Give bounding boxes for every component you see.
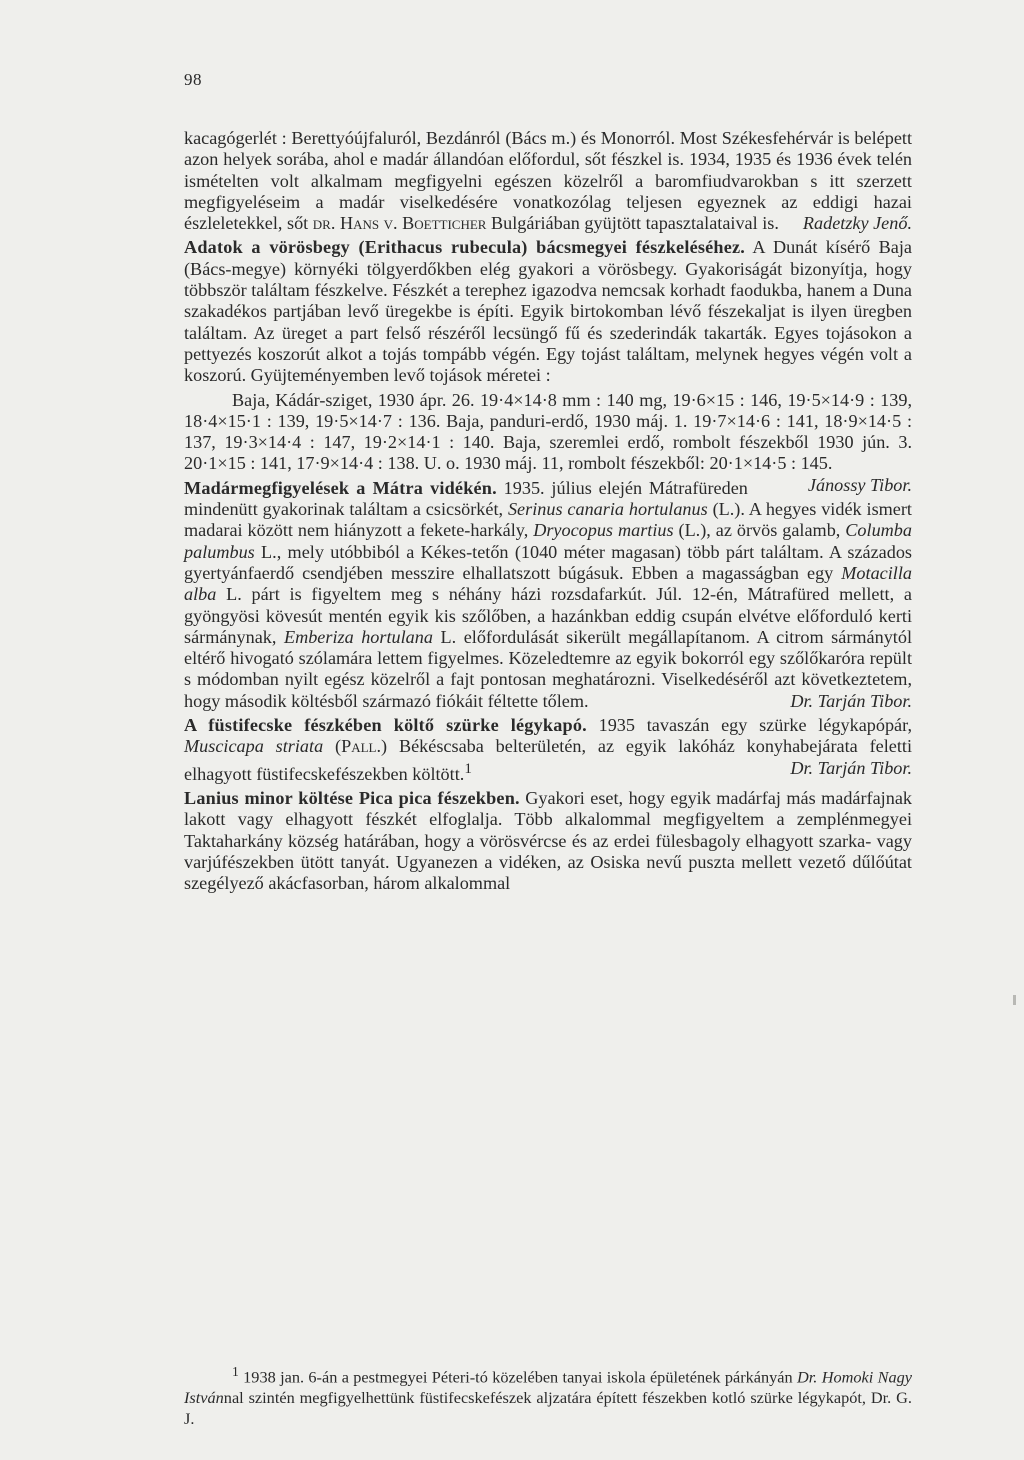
article-text: L., mely utóbbiból a Kékes-tetőn (1040 méter magasan) több párt találtam. A százados gyertyánfaerdő csendjében messzire elhallatszott búgásuk. Ebben a magasságban egy <box>184 541 912 583</box>
article-text: (L.), az örvös galamb, <box>673 520 846 541</box>
author-signature: Radetzky Jenő. <box>802 213 912 234</box>
person-name: Dr. Homoki Nagy István <box>184 1367 912 1408</box>
species-name: Emberiza hortulana <box>283 626 433 647</box>
article-vorosbegy <box>184 237 912 386</box>
author-signature: Jánossy Tibor. <box>807 474 912 495</box>
article-text: L. előfordulását sikerült megállapítanom. A citrom sármánytól eltérő hivogató szólamára lettem figyelmes. Közeledtemre az egyik bokorról egy szőlőkaróra repült s módomban nyilt egész közelről a fajt pontosan meghatározni. Viselkedéséről azt következtetem, hogy második költésből származó fiókáit féltette tőlem. <box>184 626 912 711</box>
article-text: 1935 tavaszán egy szürke légykapópár, <box>586 715 912 736</box>
footnote <box>184 1362 912 1429</box>
species-name: Dryocopus martius <box>533 520 674 541</box>
article-text: A Dunát kísérő Baja (Bács-megye) környéki tölgyerdőkben elég gyakori a vörösbegy. Gyakoriságát bizonyítja, hogy többször találtam fészkelve. Fészkét a terephez igazodva nemcsak korhadt faodukba, hanem a Duna szakadékos partjában levő üregekbe is építi. Egyik birtokomban lévő fészekaljat is ilyen üregben találtam. Az üreget a part felső részéről lecsüngő fű és szederindák takarták. Egyes tojásokon a pettyezés koszorút alkot a tojás tompább végén. Egy tojást találtam, melynek hegyes végén volt a koszorú. Gyüjteményemben levő tojások méretei : <box>184 237 912 386</box>
article-lanius <box>184 788 912 894</box>
species-name: Motacilla alba <box>184 562 912 605</box>
page-body <box>184 128 912 897</box>
article-matra <box>184 478 912 712</box>
article-text: ( <box>323 736 342 757</box>
article-text: ) Békéscsaba belterületén, az egyik lakóház konyhabejárata feletti elhagyott füstifecskefészekben költött. <box>184 736 912 784</box>
species-name: Muscicapa striata <box>184 736 324 757</box>
margin-mark <box>1013 995 1016 1005</box>
article-heading: Lanius minor költése Pica pica fészekben. <box>184 787 520 808</box>
title-abbreviation: dr. <box>312 213 336 234</box>
author-abbreviation: Pall. <box>341 736 382 757</box>
footnote-mark: 1 <box>232 1364 239 1379</box>
page-number: 98 <box>184 70 202 89</box>
article-text: 1935. július elején Mátrafüreden mindenütt gyakorinak találtam a csicsörkét, <box>184 477 748 520</box>
article-heading: A füstifecske fészkében költő szürke légykapó. <box>184 715 587 736</box>
footnote-text: 1938 jan. 6-án a pestmegyei Péteri-tó közelében tanyai iskola épületének párkányán <box>238 1367 797 1387</box>
author-signature: Dr. Tarján Tibor. <box>790 690 912 711</box>
article-heading: Madármegfigyelések a Mátra vidékén. <box>184 477 497 498</box>
article-text: Gyakori eset, hogy egyik madárfaj más madárfajnak lakott vagy elhagyott fészkét elfoglalja. Több alkalommal megfigyeltem a zemplénmegyei Taktaharkány község határában, hogy a vörösvércse és az erdei fülesbagoly elhagyott szarka- vagy varjúfészekben ütött tanyát. Ugyanezen a vidéken, az Osiska nevű puszta mellett vezető dűlőútat szegélyező akácfasorban, három alkalommal <box>184 787 912 894</box>
paragraph-kacagogerle <box>184 128 912 234</box>
species-name: Columba palumbus <box>184 520 912 562</box>
paragraph-text: kacagógerlét : Berettyóújfaluról, Bezdánról (Bács m.) és Monorról. Most Székesfehérvár is belépett azon helyek sorába, ahol e madár állandóan előfordul, sőt fészkel is. 1934, 1935 és 1936 évek telén ismételten volt alkalmam megfigyelni egészen közelről a baromfiudvarokban s itt szerzett megfigyeléseim a madár viselkedésére vonatkozólag teljesen egyeznek az eddigi hazai észleletekkel, sőt <box>184 128 912 234</box>
paragraph-text: Bulgáriában gyüjtött tapasztalataival is. <box>486 213 779 234</box>
footnotes <box>184 1362 912 1429</box>
footnote-text: nal szintén megfigyelhettünk füstifecskefészek aljzatára épített fészekben kotló szürke légykapót, Dr. G. J. <box>184 1388 912 1428</box>
article-text: L. párt is figyeltem meg s néhány házi rozsdafarkút. Júl. 12-én, Mátrafüred mellett, a gyöngyösi kövesút mentén egyik kis szőlőben, a hazánkban eddig csupán elvétve előforduló kerti sármánynak, <box>184 584 912 647</box>
article-heading: Adatok a vörösbegy (Erithacus rubecula) bácsmegyei fészkeléséhez. <box>184 237 746 258</box>
author-signature: Dr. Tarján Tibor. <box>790 757 912 778</box>
article-text: (L.). A hegyes vidék ismert madarai között nem hiányzott a fekete-harkály, <box>184 499 912 541</box>
article-fustifecske <box>184 715 912 785</box>
species-name: Serinus canaria hortulanus <box>507 499 708 520</box>
measurement-text: Baja, Kádár-sziget, 1930 ápr. 26. 19·4×14·8 mm : 140 mg, 19·6×15 : 146, 19·5×14·9 : 139, 18·4×15·1 : 139, 19·5×14·7 : 136. Baja, panduri-erdő, 1930 máj. 1. 19·7×14·6 : 141, 18·9×14·5 : 137, 19·3×14·4 : 147, 19·2×14·1 : 140. Baja, szeremlei erdő, rombolt fészekből 1930 jún. 3. 20·1×15 : 141, 17·9×14·4 : 138. U. o. 1930 máj. 11, rombolt fészekből: 20·1×14·5 : 145. <box>184 389 912 474</box>
footnote-reference[interactable]: 1 <box>464 759 472 777</box>
person-name: Hans v. Boetticher <box>339 213 487 234</box>
